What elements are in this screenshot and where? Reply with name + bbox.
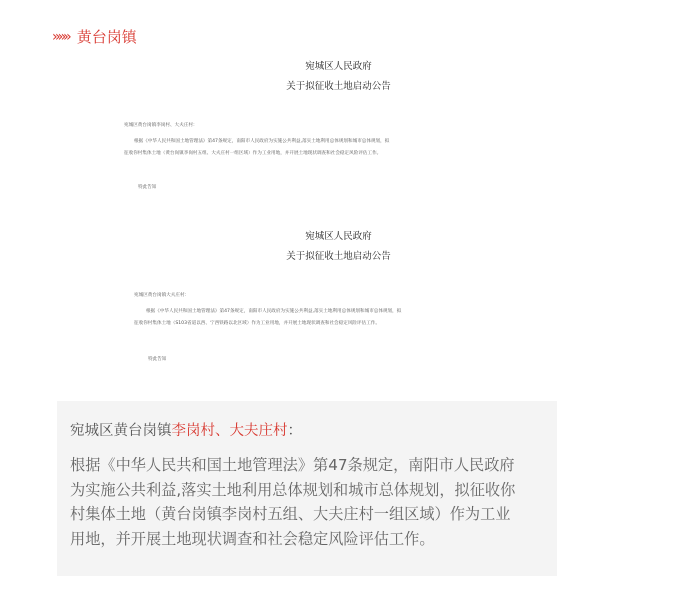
excerpt-salutation-suffix: ： [287, 423, 302, 439]
notice-closing: 特此告知 [138, 185, 157, 190]
excerpt-salutation-prefix: 宛城区黄台岗镇 [70, 423, 172, 439]
section-header [52, 26, 137, 47]
notice-org: 宛城区人民政府 [305, 231, 372, 242]
excerpt-salutation [70, 419, 302, 440]
excerpt-line: 用地，并开展土地现状调查和社会稳定风险评估工作。 [70, 529, 435, 548]
notice-line: 根据《中华人民共和国土地管理法》第47条规定，南阳市人民政府为实施公共利益,落实土地利用总体规划和城市总体规划，拟 [146, 309, 402, 314]
notice-line: 征收你村集体土地（S103省道以西、宁西铁路以北区域）作为工业用地，并开展土地现状调查和社会稳定风险评估工作。 [134, 321, 380, 326]
excerpt-line: 根据《中华人民共和国土地管理法》第47条规定，南阳市人民政府 [70, 456, 515, 474]
section-title[interactable]: 黄台岗镇 [76, 28, 137, 46]
notice-line: 根据《中华人民共和国土地管理法》第47条规定，南阳市人民政府为实施公共利益,落实土地利用总体规划和城市总体规划，拟 [134, 139, 390, 144]
notice-line: 征收你村集体土地（黄台岗镇李岗村五组、大夫庄村一组区域）作为工业用地，并开展土地现状调查和社会稳定风险评估工作。 [124, 151, 382, 156]
excerpt-salutation-highlight: 李岗村、大夫庄村 [171, 423, 288, 439]
chevron-right-icon: »»» [52, 28, 69, 45]
notice-subject: 关于拟征收土地启动公告 [286, 251, 391, 262]
notice-subject: 关于拟征收土地启动公告 [286, 81, 391, 92]
notice-salutation: 宛城区黄台岗镇李岗村、大夫庄村： [124, 123, 198, 128]
excerpt-line: 村集体土地（黄台岗镇李岗村五组、大夫庄村一组区域）作为工业 [70, 505, 511, 523]
excerpt-box [57, 401, 557, 576]
excerpt-line: 为实施公共利益,落实土地利用总体规划和城市总体规划，拟征收你 [70, 480, 516, 499]
notice-salutation: 宛城区黄台岗镇大夫庄村： [134, 293, 190, 298]
notice-closing: 特此告知 [148, 357, 167, 362]
excerpt-body [70, 453, 548, 551]
notice-org: 宛城区人民政府 [305, 61, 372, 72]
